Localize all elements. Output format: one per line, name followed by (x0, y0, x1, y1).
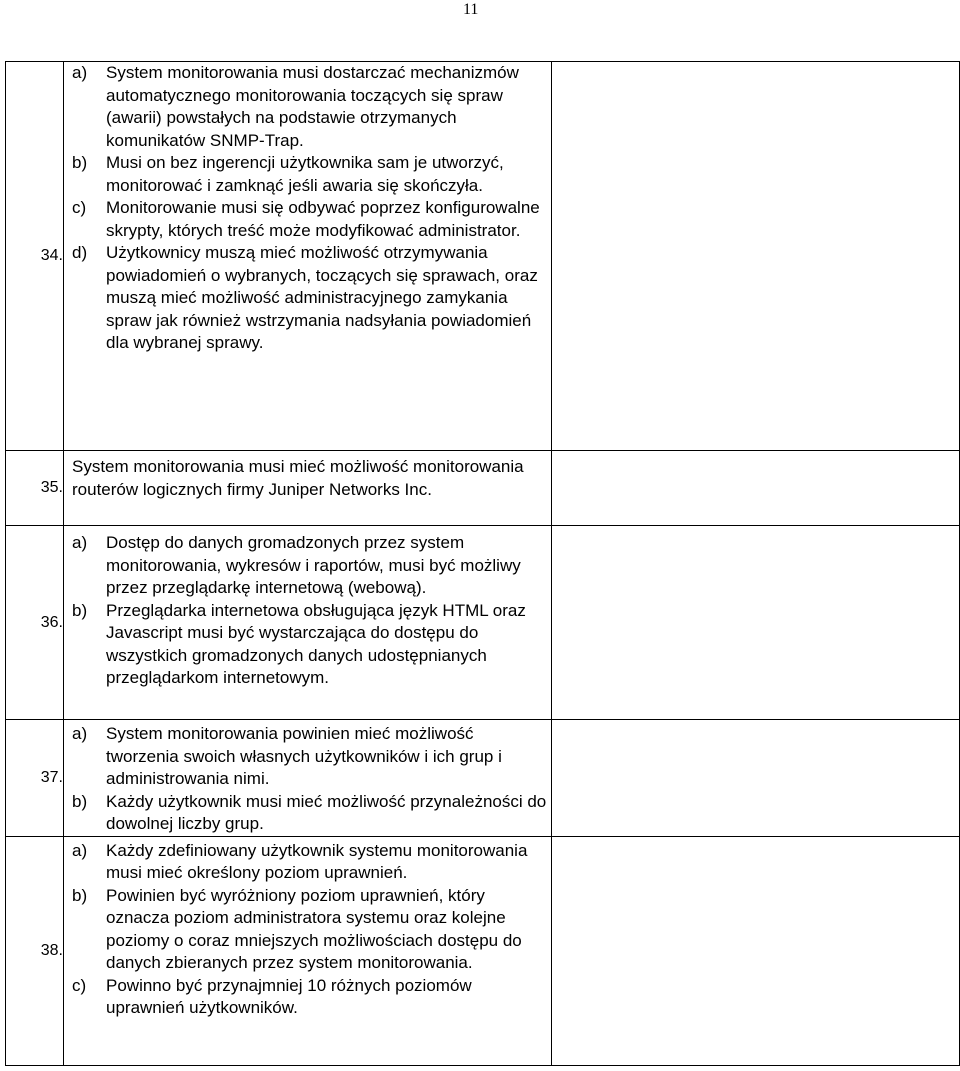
list-item (72, 791, 547, 836)
row-number: 36. (6, 526, 64, 720)
item-label: b) (72, 791, 88, 811)
table-row (6, 836, 960, 1065)
item-label: b) (72, 153, 88, 172)
answer-cell (552, 526, 960, 720)
item-text: Musi on bez ingerencji użytkownika sam je utworzyć, monitorować i zamknąć jeśli awaria się skończyła. (106, 153, 504, 195)
item-label: b) (72, 600, 88, 620)
list-item (72, 197, 547, 242)
item-text: Każdy zdefiniowany użytkownik systemu monitorowania musi mieć określony poziom uprawnień. (106, 840, 528, 882)
list-item (72, 975, 547, 1020)
item-text: Każdy użytkownik musi mieć możliwość przynależności do dowolnej liczby grup. (106, 791, 547, 833)
list-item (72, 885, 547, 975)
list-item (72, 152, 547, 197)
item-text: Powinno być przynajmniej 10 różnych poziomów uprawnień użytkowników. (106, 975, 472, 1017)
requirement-cell (64, 451, 552, 526)
requirement-text: System monitorowania musi mieć możliwość monitorowania routerów logicznych firmy Juniper Networks Inc. (72, 457, 524, 499)
list-item (72, 62, 547, 152)
item-text: Powinien być wyróżniony poziom uprawnień, który oznacza poziom administratora systemu oraz kolejne poziomy o coraz mniejszych możliwościach dostępu do danych zbieranych przez system monitorowania. (106, 885, 522, 972)
row-number: 37. (6, 720, 64, 837)
item-text: System monitorowania musi dostarczać mechanizmów automatycznego monitorowania toczących się spraw (awarii) powstałych na podstawie otrzymanych komunikatów SNMP-Trap. (106, 63, 519, 150)
list-item (72, 723, 547, 791)
item-label: a) (72, 533, 88, 552)
item-text: Przeglądarka internetowa obsługująca język HTML oraz Javascript musi być wystarczająca do dostępu do wszystkich gromadzonych danych udostępnianych przeglądarkom internetowym. (106, 600, 526, 687)
answer-cell (552, 836, 960, 1065)
item-label: c) (72, 198, 87, 217)
table-row (6, 451, 960, 526)
row-number: 34. (6, 62, 64, 451)
item-label: b) (72, 885, 88, 905)
page-number: 11 (463, 1, 479, 18)
item-label: c) (72, 975, 87, 995)
item-label: a) (72, 840, 88, 860)
requirement-cell (64, 836, 552, 1065)
item-text: System monitorowania powinien mieć możliwość tworzenia swoich własnych użytkowników i ich grup i administrowania nimi. (106, 724, 502, 788)
item-label: a) (72, 724, 88, 743)
list-item (72, 532, 547, 600)
answer-cell (552, 451, 960, 526)
item-label: d) (72, 243, 88, 262)
item-text: Użytkownicy muszą mieć możliwość otrzymywania powiadomień o wybranych, toczących się sprawach, oraz muszą mieć możliwość administracyjnego zamykania spraw jak również wstrzymania nadsyłania powiadomień dla wybranej sprawy. (106, 243, 538, 352)
item-text: Dostęp do danych gromadzonych przez system monitorowania, wykresów i raportów, musi być możliwy przez przeglądarkę internetową (webową). (106, 533, 521, 597)
list-item (72, 840, 547, 885)
row-number: 35. (6, 451, 64, 526)
answer-cell (552, 62, 960, 451)
requirement-cell (64, 720, 552, 837)
item-label: a) (72, 63, 88, 82)
list-item (72, 600, 547, 690)
list-item (72, 242, 547, 355)
table-row (6, 526, 960, 720)
table-row (6, 720, 960, 837)
row-number: 38. (6, 836, 64, 1065)
requirements-table (5, 61, 960, 1066)
requirement-cell (64, 526, 552, 720)
item-text: Monitorowanie musi się odbywać poprzez konfigurowalne skrypty, których treść może modyfikować administrator. (106, 198, 540, 240)
answer-cell (552, 720, 960, 837)
table-row (6, 62, 960, 451)
requirement-cell (64, 62, 552, 451)
